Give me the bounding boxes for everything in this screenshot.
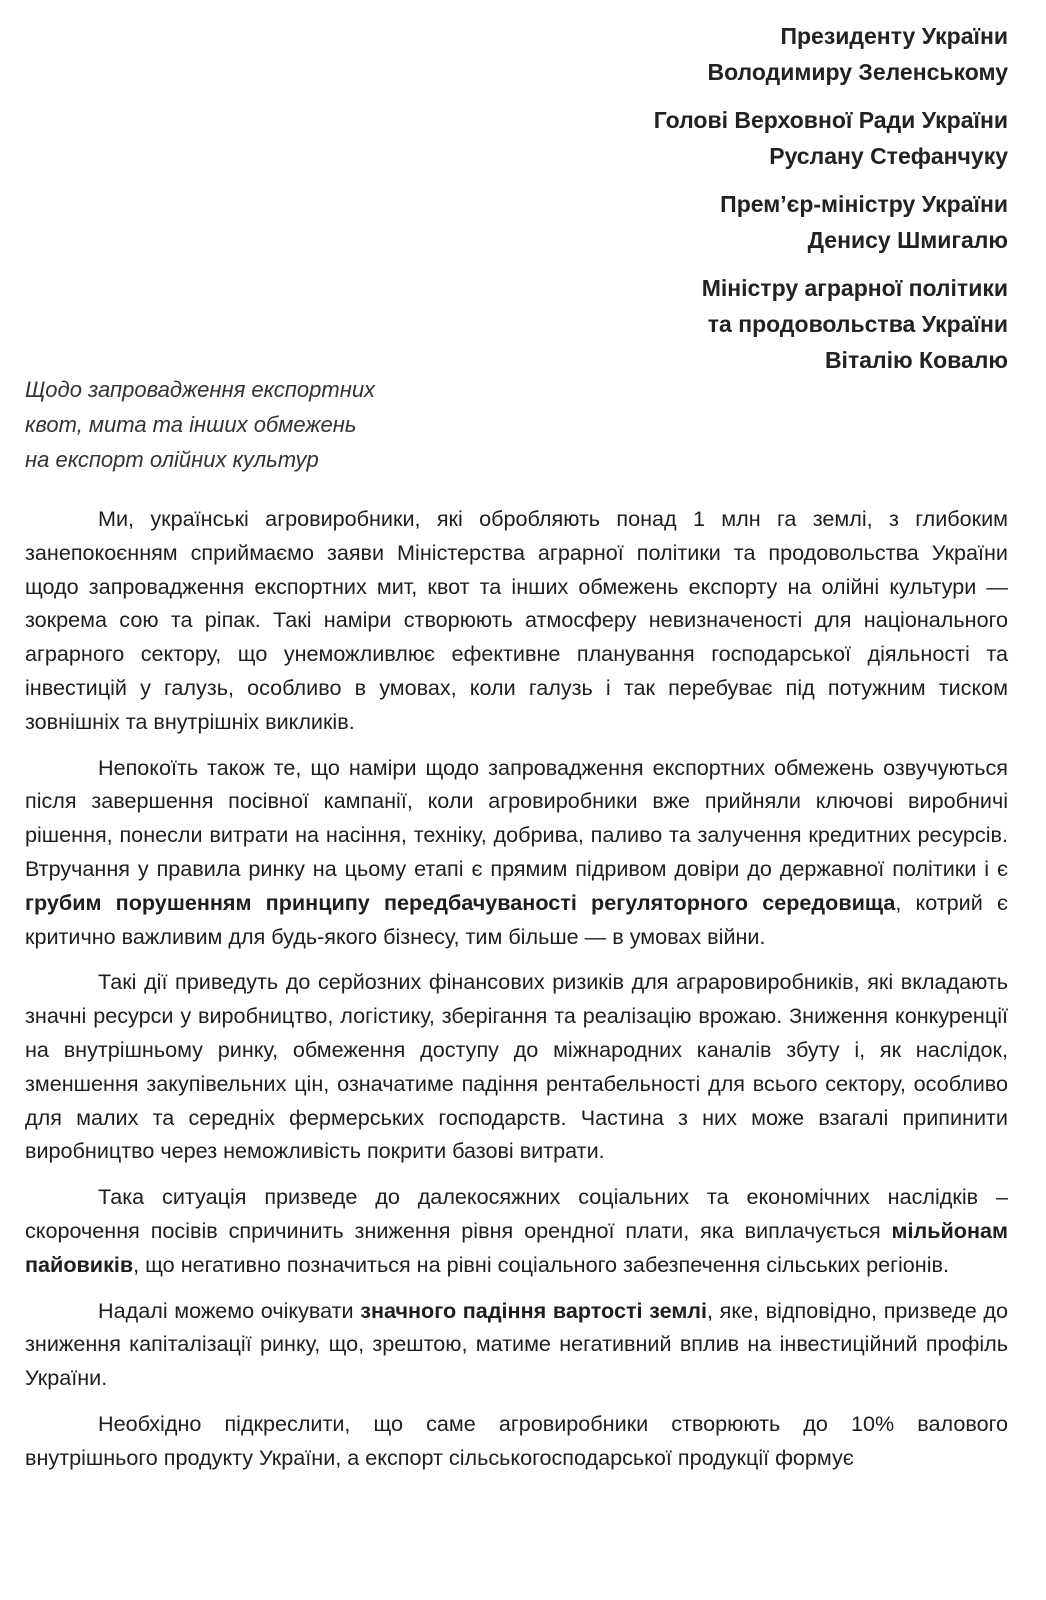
letter-body — [25, 502, 1008, 1487]
addressee-line: Прем’єр-міністру України — [720, 191, 1008, 217]
paragraph-text: Така ситуація призведе до далекосяжних соціальних та економічних наслідків – скорочення посівів спричинить зниження рівня орендної плати, яка виплачується — [25, 1184, 1008, 1243]
addressee-line: та продовольства України — [707, 311, 1008, 337]
subject-line: квот, мита та інших обмежень — [25, 412, 357, 437]
addressee-line: Віталію Ковалю — [824, 347, 1008, 373]
letter-subject — [25, 372, 375, 477]
body-paragraph-3: Такі дії приведуть до серйозних фінансових ризиків для аграровиробників, які вкладають значні ресурси у виробництво, логістику, зберігання та реалізацію врожаю. Зниження конкуренції на внутрішньому ринку, обмеження доступу до міжнародних каналів збуту і, як наслідок, зменшення закупівельних цін, означатиме падіння рентабельності для всього сектору, особливо для малих та середніх фермерських господарств. Частина з них може взагалі припинити виробництво через неможливість покрити базові витрати. — [25, 969, 1008, 1164]
subject-line: на експорт олійних культур — [25, 447, 319, 472]
addressee-prime-minister — [654, 186, 1008, 258]
body-paragraph-5 — [25, 1294, 1008, 1395]
paragraph-text: , яке, відповідно, призведе до зниження капіталізації ринку, що, зрештою, матиме негативний вплив на інвестиційний профіль України. — [25, 1297, 1008, 1391]
addressee-line: Президенту України — [780, 23, 1008, 49]
body-paragraph-6: Необхідно підкреслити, що саме агровиробники створюють до 10% валового внутрішнього продукту України, а експорт сільськогосподарської продукції формує — [25, 1410, 1008, 1470]
addressee-block — [654, 18, 1008, 390]
subject-line: Щодо запровадження експортних — [25, 377, 376, 402]
paragraph-text: , котрий є критично важливим для будь-якого бізнесу, тим більше — в умовах війни. — [25, 889, 1008, 949]
paragraph-text: , що негативно позначиться на рівні соціального забезпечення сільських регіонів. — [133, 1251, 949, 1277]
addressee-line: Міністру аграрної політики — [701, 275, 1008, 301]
addressee-line: Володимиру Зеленському — [707, 59, 1008, 85]
body-paragraph-1: Ми, українські агровиробники, які обробляють понад 1 млн га землі, з глибоким занепокоєнням сприймаємо заяви Міністерства аграрної політики та продовольства України щодо запровадження експортних мит, квот та інших обмежень експорту на олійні культури — зокрема сою та ріпак. Такі наміри створюють атмосферу невизначеності для національного аграрного сектору, що унеможливлює ефективне планування господарської діяльності та інвестицій у галузь, особливо в умовах, коли галузь і так перебуває під потужним тиском зовнішніх та внутрішніх викликів. — [25, 506, 1008, 734]
paragraph-text: Непокоїть також те, що наміри щодо запровадження експортних обмежень озвучуються після завершення посівної кампанії, коли агровиробники вже прийняли ключові виробничі рішення, понесли витрати на насіння, техніку, добрива, паливо та залучення кредитних ресурсів. Втручання у правила ринку на цьому етапі є прямим підривом довіри до державної політики і є — [25, 754, 1008, 881]
body-paragraph-2 — [25, 751, 1008, 954]
paragraph-emphasis: грубим порушенням принципу передбачуваності регуляторного середовища — [25, 889, 896, 915]
addressee-line: Голові Верховної Ради України — [653, 107, 1008, 133]
paragraph-text: Надалі можемо очікувати — [98, 1297, 361, 1323]
paragraph-emphasis: мільйонам пайовиків — [25, 1217, 1008, 1277]
addressee-president — [654, 18, 1008, 90]
addressee-rada-head — [654, 102, 1008, 174]
addressee-line: Руслану Стефанчуку — [769, 143, 1008, 169]
addressee-agrarian-minister — [654, 270, 1008, 378]
addressee-line: Денису Шмигалю — [807, 227, 1008, 253]
paragraph-emphasis: значного падіння вартості землі — [360, 1297, 708, 1323]
body-paragraph-4 — [25, 1180, 1008, 1281]
